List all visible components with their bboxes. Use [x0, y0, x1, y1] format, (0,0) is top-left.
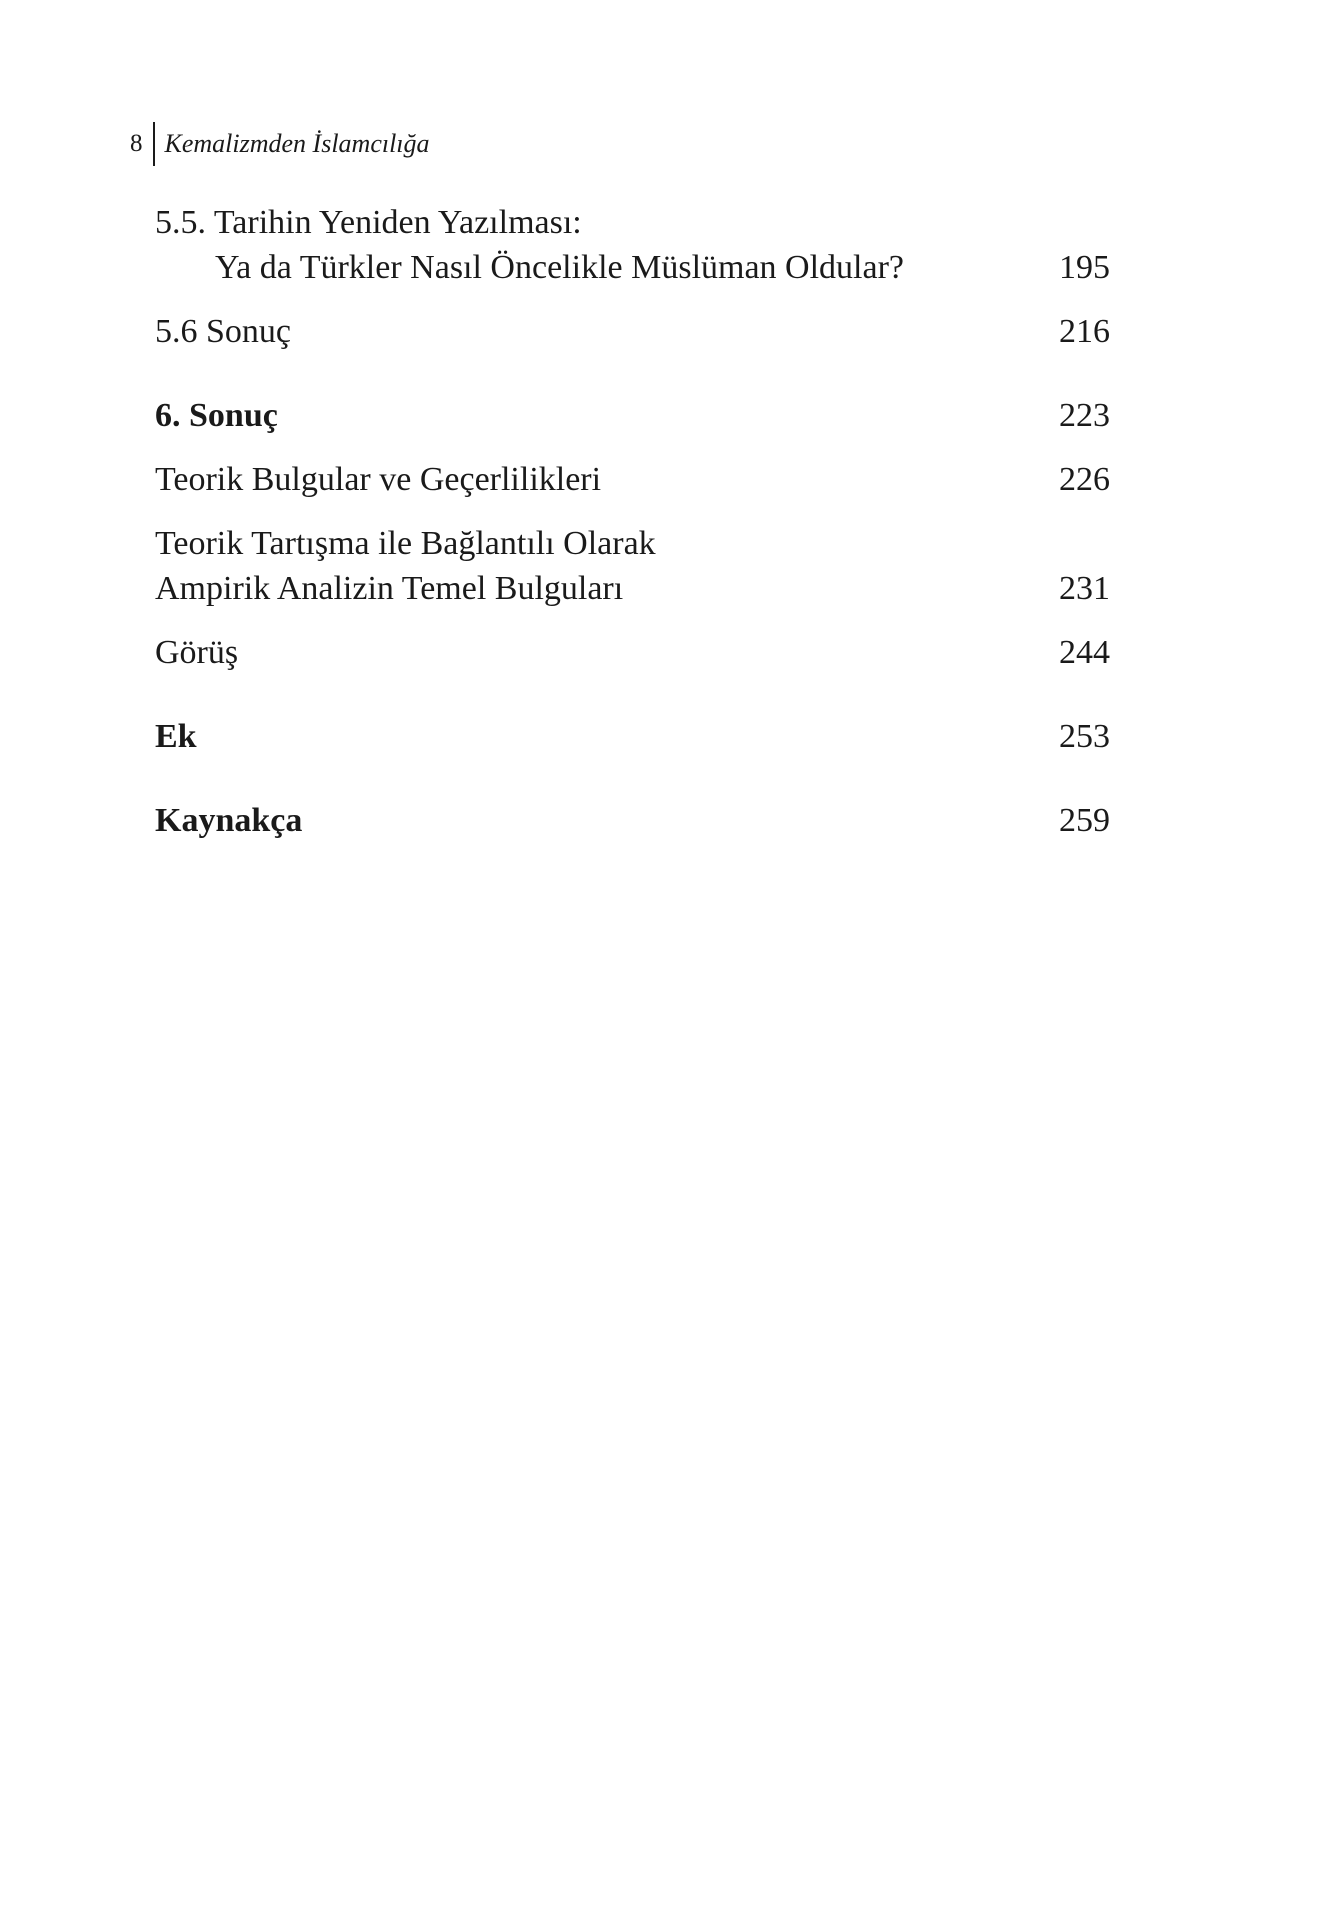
- toc-entry-title-line: Görüş: [155, 634, 239, 671]
- toc-entry-title-line: 5.5. Tarihin Yeniden Yazılması:: [155, 204, 582, 241]
- toc-entry-title-line: 5.6 Sonuç: [155, 313, 291, 350]
- toc-entry-teorik-bulgular: [155, 457, 1110, 502]
- toc-entry-5-6: [155, 309, 1110, 354]
- toc-entry-kaynakca: [155, 798, 1110, 843]
- toc-entry-title-line: Kaynakça: [155, 802, 303, 839]
- toc-entry-ek: [155, 714, 1110, 759]
- toc-entry-title-line: Ek: [155, 718, 197, 755]
- toc-entry-title: [155, 457, 1015, 502]
- book-title: Kemalizmden İslamcılığa: [164, 129, 430, 158]
- toc-entry-title: [155, 630, 1015, 675]
- toc-page-number: 244: [1059, 634, 1110, 671]
- toc-entry-title-line: 6. Sonuç: [155, 397, 278, 434]
- toc-entry-title: [155, 393, 1015, 438]
- toc-entry-title: [155, 798, 1015, 843]
- page-number: 8: [130, 130, 143, 157]
- toc-entry-title: [155, 200, 1015, 290]
- toc-entry-gorus: [155, 630, 1110, 675]
- table-of-contents: [155, 200, 1110, 843]
- toc-page-number: 253: [1059, 718, 1110, 755]
- toc-entry-teorik-tartisma: [155, 521, 1110, 611]
- toc-page-number: 226: [1059, 461, 1110, 498]
- toc-page-number: 216: [1059, 313, 1110, 350]
- toc-entry-6: [155, 393, 1110, 438]
- toc-entry-title-line: Ya da Türkler Nasıl Öncelikle Müslüman Oldular?: [215, 249, 904, 286]
- toc-page-number: 223: [1059, 397, 1110, 434]
- toc-entry-title: [155, 309, 1015, 354]
- toc-page-number: 259: [1059, 802, 1110, 839]
- toc-entry-title-line: Teorik Bulgular ve Geçerlilikleri: [155, 461, 602, 498]
- running-header: [130, 122, 430, 166]
- toc-entry-title-line: Ampirik Analizin Temel Bulguları: [155, 570, 624, 607]
- toc-entry-title: [155, 521, 1015, 611]
- toc-entry-title: [155, 714, 1015, 759]
- toc-page-number: 231: [1059, 570, 1110, 607]
- toc-entry-5-5: [155, 200, 1110, 290]
- toc-entry-title-line: Teorik Tartışma ile Bağlantılı Olarak: [155, 525, 656, 562]
- toc-page-number: 195: [1059, 249, 1110, 286]
